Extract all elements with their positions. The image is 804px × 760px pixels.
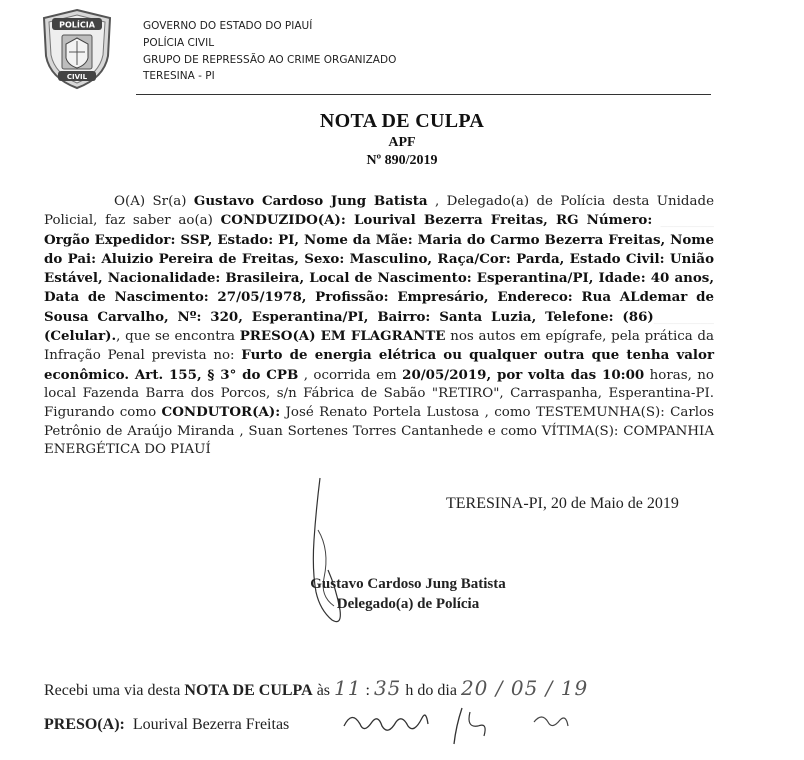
preso-label: PRESO(A): (44, 716, 125, 733)
delegado-name: Gustavo Cardoso Jung Batista (193, 193, 428, 209)
conduzido-details: Orgão Expedidor: SSP, Estado: PI, Nome da Mãe: Maria do Carmo Bezerra Freitas, Nome do Pai: Aluizio Pereira de Freitas, Sexo: Masculino, Raça/Cor: Parda, Estado Civil: União Estável, Nacionalidade: Brasileira, Local de Nascimento: Esperantina/PI, Idade: 40 anos, Data de Nascimento: 27/05/1978, Profissão: Empresário, Endereco: Rua ALdemar de Sousa Carvalho, Nº: 320, Esperantina/PI, Bairro: Santa Luzia, Telefone: (86) (44, 231, 714, 325)
receipt-as: às (312, 682, 335, 699)
receipt-date: 20 / 05 / 19 (460, 676, 589, 700)
receipt-hour: 11 (334, 676, 362, 700)
document-title: NOTA DE CULPA (319, 110, 485, 132)
header-divider (136, 94, 711, 95)
signatory-role: Delegado(a) de Polícia (336, 596, 480, 612)
body-text-4: nos autos em epígrafe, pela prática da Infração Penal prevista no: (44, 329, 714, 364)
receipt-doc: NOTA DE CULPA (184, 682, 313, 699)
police-badge-icon (40, 8, 114, 90)
occurrence-datetime: 20/05/2019, por volta das 10:00 (402, 366, 645, 383)
badge-top-text: POLÍCIA (59, 20, 95, 30)
receipt-prefix: Recebi uma via desta (44, 682, 185, 699)
crime-description: Furto de energia elétrica ou qualquer outra que tenha valor econômico. Art. 155, § 3° do CPB (44, 347, 714, 383)
receipt-mid: h do dia (401, 682, 461, 699)
preso-line (44, 716, 289, 734)
badge-bottom-text: CIVIL (66, 73, 88, 81)
phone-redacted: _________ (653, 309, 714, 325)
header-line-city: TERESINA - PI (143, 70, 215, 83)
body-text-6: horas, no local Fazenda Barra dos Porcos, s/n Fábrica de Sabão "RETIRO", Carraspanha, Esperantina-PI. Figurando como (44, 367, 714, 421)
signatory-name: Gustavo Cardoso Jung Batista (310, 576, 506, 592)
receipt-sep: : (361, 682, 374, 699)
preso-signature-icon (338, 700, 588, 750)
body-text-2: , Delegado(a) de Polícia desta Unidade Policial, faz saber ao(a) (44, 194, 714, 229)
body-text-7: José Renato Portela Lustosa , como TESTEMUNHA(S): Carlos Petrônio de Araújo Miranda , Suan Sortenes Torres Cantanhede e como VÍTIMA(S): COMPANHIA ENERGÉTICA DO PIAUÍ (44, 405, 714, 457)
rg-redacted: ________ (660, 213, 714, 229)
body-text-1: O(A) Sr(a) (114, 194, 194, 209)
header-line-government: GOVERNO DO ESTADO DO PIAUÍ (143, 20, 313, 32)
celular-text: (Celular). (44, 328, 117, 345)
condutor-label: CONDUTOR(A): (161, 404, 281, 421)
document-number: Nº 890/2019 (366, 153, 438, 168)
body-text-3: , que se encontra (116, 329, 240, 345)
institution-header (143, 18, 396, 85)
place-date: TERESINA-PI, 20 de Maio de 2019 (446, 495, 679, 512)
notice-body (44, 192, 714, 459)
header-line-police: POLÍCIA CIVIL (143, 36, 215, 49)
receipt-minute: 35 (373, 676, 402, 700)
receipt-line (44, 676, 588, 700)
body-text-5: , ocorrida em (298, 367, 403, 383)
preso-flagrante: PRESO(A) EM FLAGRANTE (239, 328, 446, 345)
conduzido-label: CONDUZIDO(A): Lourival Bezerra Freitas, RG Número: (220, 212, 661, 229)
header-line-group: GRUPO DE REPRESSÃO AO CRIME ORGANIZADO (143, 53, 397, 66)
preso-name: Lourival Bezerra Freitas (132, 716, 290, 733)
document-subtitle: APF (388, 135, 416, 150)
